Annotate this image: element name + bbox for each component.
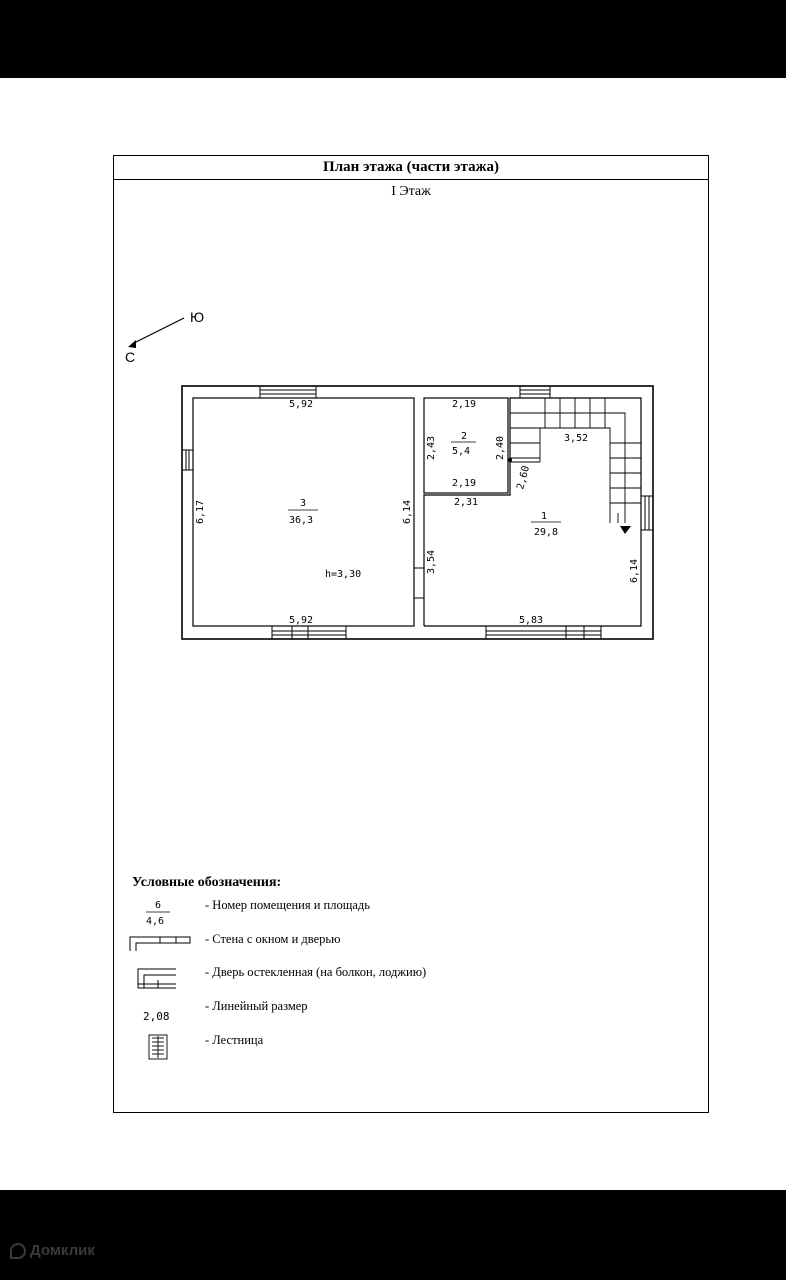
legend-sample-area: 4,6	[146, 916, 165, 927]
dim-room2-left: 2,43	[426, 435, 437, 460]
compass-north-label: С	[125, 349, 136, 365]
dim-room2-top: 2,19	[452, 399, 477, 410]
dim-room2-right: 2,40	[495, 435, 506, 460]
legend-symbols	[130, 900, 190, 1059]
dim-room1-top: 2,31	[454, 497, 479, 508]
stair-arrow-icon	[620, 526, 631, 534]
dim-room1-right: 6,14	[629, 558, 640, 583]
legend-item-glass-door: - Дверь остекленная (на болкон, лоджию)	[205, 965, 427, 979]
compass-arrow-icon	[128, 340, 136, 348]
watermark	[10, 1242, 95, 1259]
staircase	[510, 398, 641, 534]
room1-number: 1	[541, 511, 548, 522]
domclick-logo-icon	[10, 1243, 26, 1259]
dim-room2-bottom: 2,19	[452, 478, 477, 489]
legend-sample-number: 6	[155, 900, 162, 911]
dim-room1-diag: 2,60	[515, 464, 533, 491]
room-2-labels	[426, 399, 506, 489]
windows	[182, 386, 653, 639]
legend-item-room: - Номер помещения и площадь	[205, 898, 370, 912]
legend-stairs-icon	[149, 1035, 167, 1059]
plan-title: План этажа (части этажа)	[114, 156, 708, 180]
room3-area: 36,3	[289, 515, 314, 526]
dim-room3-top: 5,92	[289, 399, 314, 410]
room3-number: 3	[300, 498, 307, 509]
legend-sample-dimension: 2,08	[143, 1010, 170, 1023]
room-3-labels	[195, 399, 413, 626]
dim-room3-bottom: 5,92	[289, 615, 314, 626]
document-page	[0, 78, 786, 1190]
legend-item-wall: - Стена с окном и дверью	[205, 932, 341, 946]
floor-plan-drawing	[0, 78, 786, 1190]
dim-room3-right: 6,14	[402, 499, 413, 524]
room3-height: h=3,30	[325, 569, 362, 580]
room1-area: 29,8	[534, 527, 559, 538]
dim-room1-bottom: 5,83	[519, 615, 544, 626]
dim-room1-left: 3,54	[426, 549, 437, 574]
compass-south-label: Ю	[190, 309, 205, 325]
dim-room1-stair: 3,52	[564, 433, 589, 444]
legend-title: Условные обозначения:	[132, 875, 282, 890]
legend-wall-icon	[130, 937, 190, 951]
compass	[125, 309, 204, 365]
room2-number: 2	[461, 431, 468, 442]
dim-room3-left: 6,17	[195, 499, 206, 524]
building-outline	[182, 386, 653, 639]
watermark-text: Домклик	[30, 1242, 95, 1259]
legend-item-stairs: - Лестница	[205, 1033, 264, 1047]
legend-glass-door-icon	[138, 969, 176, 988]
legend-item-dimension: - Линейный размер	[205, 999, 308, 1013]
floor-label: I Этаж	[391, 184, 431, 199]
room2-area: 5,4	[452, 446, 471, 457]
